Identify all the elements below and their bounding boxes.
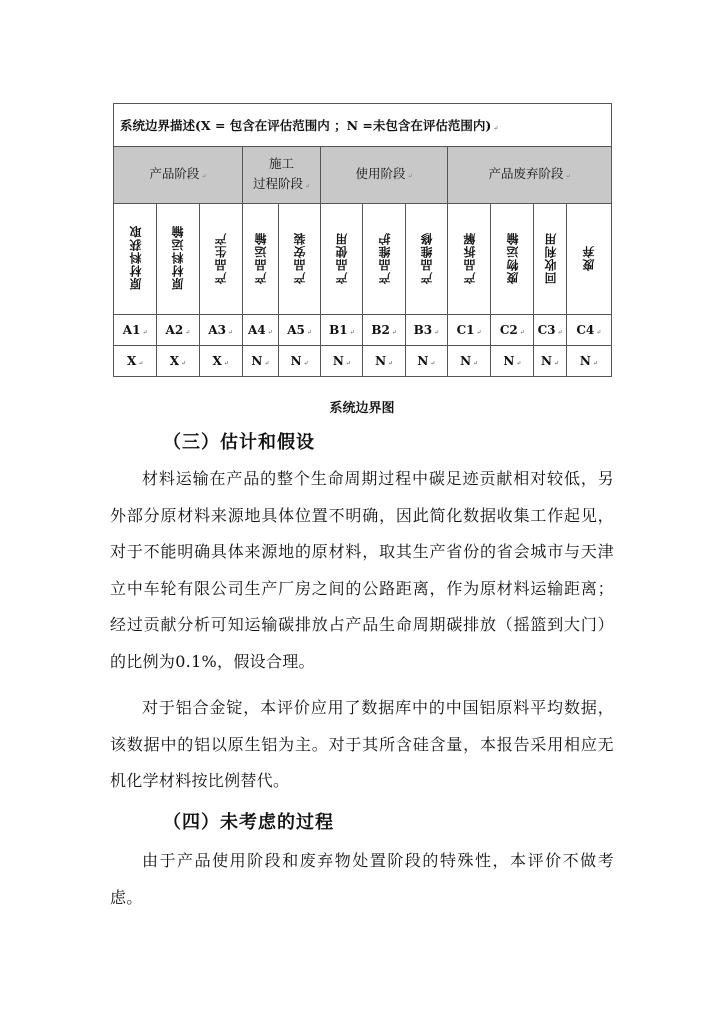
substage-cell: 产品使用 — [321, 204, 363, 315]
code-cell: A2 ↵ — [157, 315, 199, 346]
code-cell: B2 ↵ — [363, 315, 405, 346]
flag-cell: X ↵ — [199, 346, 242, 377]
flag-cell: N ↵ — [534, 346, 566, 377]
substage-cell: 产品拆解 — [447, 204, 490, 315]
stage-product: 产品阶段 ↵ — [114, 147, 243, 204]
code-cell: C4 ↵ — [566, 315, 611, 346]
flag-cell: N ↵ — [321, 346, 363, 377]
code-cell: A3 ↵ — [199, 315, 242, 346]
paragraph-aluminum: 对于铝合金锭，本评价应用了数据库中的中国铝原料平均数据，该数据中的铝以原生铝为主。对于其所含硅含量，本报告采用相应无机化学材料按比例替代。 — [110, 698, 614, 791]
flag-cell: N ↵ — [242, 346, 278, 377]
code-cell: B1 ↵ — [321, 315, 363, 346]
code-cell: B3 ↵ — [405, 315, 447, 346]
flag-cell: N ↵ — [405, 346, 447, 377]
stage-row — [114, 147, 612, 204]
flag-cell: N ↵ — [278, 346, 320, 377]
figure-caption: 系统边界图 — [329, 401, 395, 416]
substage-cell: 产品生产 — [199, 204, 242, 315]
substage-cell: 废物运输 — [491, 204, 534, 315]
section-heading-excluded: （四）未考虑的过程 — [163, 812, 334, 833]
code-cell: C2 ↵ — [491, 315, 534, 346]
substage-cell: 产品安装 — [278, 204, 320, 315]
flag-cell: N ↵ — [566, 346, 611, 377]
substage-cell: 产品运输 — [242, 204, 278, 315]
substage-cell: 产品维修 — [405, 204, 447, 315]
substage-row — [114, 204, 612, 315]
code-cell: A4 ↵ — [242, 315, 278, 346]
code-cell: A5 ↵ — [278, 315, 320, 346]
substage-cell: 回收利用 — [534, 204, 566, 315]
flag-cell: N ↵ — [491, 346, 534, 377]
substage-cell: 原材料运输 — [157, 204, 199, 315]
system-boundary-table — [113, 103, 612, 377]
paragraph-transport: 材料运输在产品的整个生命周期过程中碳足迹贡献相对较低，另外部分原材料来源地具体位置不明确，因此简化数据收集工作起见，对于不能明确具体来源地的原材料，取其生产省份的省会城市与天津立中车轮有限公司生产厂房之间的公路距离，作为原材料运输距离；经过贡献分析可知运输碳排放占产品生命周期碳排放（摇篮到大门）的比例为0.1%，假设合理。 — [110, 469, 614, 671]
flag-cell: N ↵ — [447, 346, 490, 377]
flag-cell: X ↵ — [114, 346, 157, 377]
flag-cell: X ↵ — [157, 346, 199, 377]
substage-cell: 废弃 — [566, 204, 611, 315]
code-cell: C3 ↵ — [534, 315, 566, 346]
code-cell: C1 ↵ — [447, 315, 490, 346]
flag-row — [114, 346, 612, 377]
substage-cell: 产品维护 — [363, 204, 405, 315]
substage-cell: 原材料获取 — [114, 204, 157, 315]
stage-construction: 施工 过程阶段 ↵ — [242, 147, 320, 204]
stage-end-of-life: 产品废弃阶段 ↵ — [447, 147, 611, 204]
table-description: 系统边界描述(X = 包含在评估范围内 ；N =未包含在评估范围内) ↵ — [114, 104, 612, 147]
flag-cell: N ↵ — [363, 346, 405, 377]
code-row — [114, 315, 612, 346]
stage-use: 使用阶段 ↵ — [321, 147, 448, 204]
code-cell: A1 ↵ — [114, 315, 157, 346]
paragraph-excluded: 由于产品使用阶段和废弃物处置阶段的特殊性，本评价不做考虑。 — [110, 851, 614, 907]
section-heading-estimates: （三）估计和假设 — [163, 432, 315, 453]
